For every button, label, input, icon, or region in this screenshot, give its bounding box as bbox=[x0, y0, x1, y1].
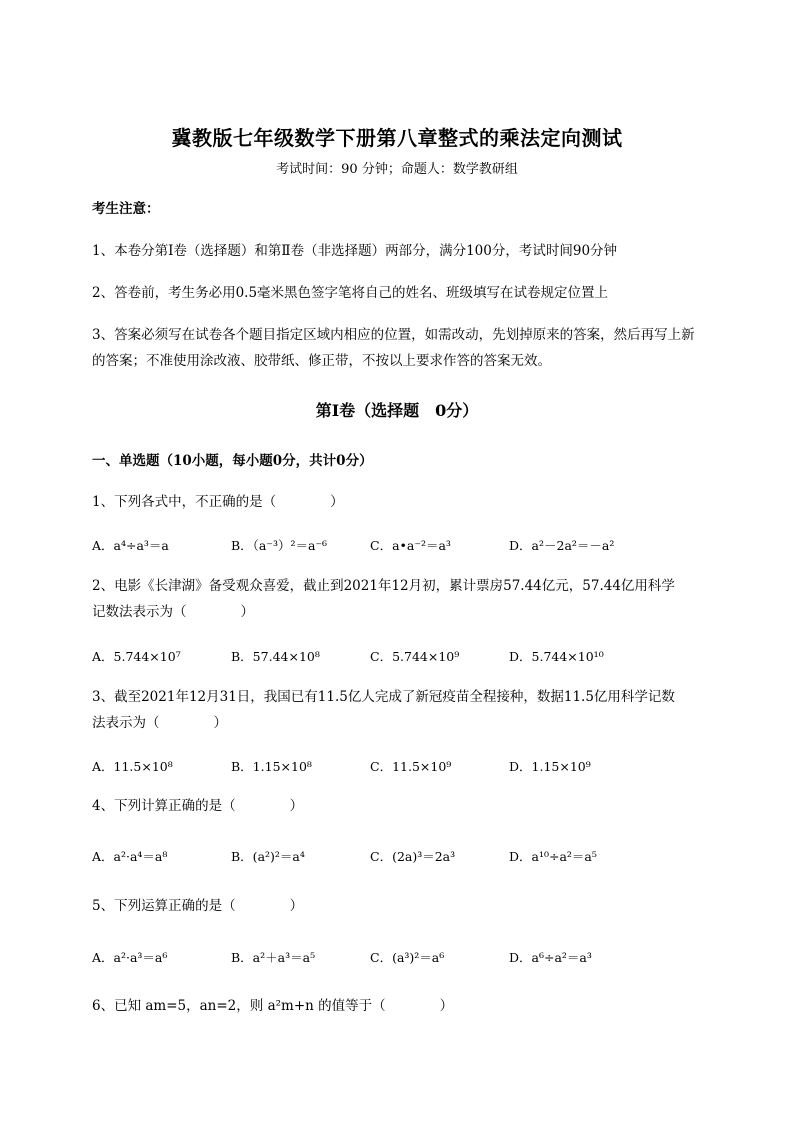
option-d: D．1.15×10⁹ bbox=[509, 759, 591, 774]
question-2-text: 记数法表示为（ bbox=[92, 604, 187, 620]
question-6-close: ） bbox=[439, 998, 454, 1014]
exam-title: 冀教版七年级数学下册第八章整式的乘法定向测试 bbox=[171, 126, 623, 150]
option-a: A．a⁴÷a³＝a bbox=[92, 538, 169, 553]
question-3-options bbox=[92, 757, 752, 779]
question-2-options bbox=[92, 647, 752, 669]
notice-item-2: 2、答卷前，考生务必用0.5毫米黑色签字笔将自己的姓名、班级填写在试卷规定位置上 bbox=[92, 285, 609, 301]
option-a: A．11.5×10⁸ bbox=[92, 759, 173, 774]
question-1-options bbox=[92, 536, 752, 558]
section-title: 第Ⅰ卷（选择题 0分） bbox=[315, 401, 479, 420]
question-2-stem: 2、电影《长津湖》备受观众喜爱，截止到2021年12月初，累计票房57.44亿元，57.44亿用科学 bbox=[92, 578, 675, 594]
question-5-text: 5、下列运算正确的是（ bbox=[92, 898, 236, 914]
question-3-stem-continued bbox=[92, 710, 752, 736]
option-a: A．a²·a⁴＝a⁸ bbox=[92, 849, 168, 864]
question-5-close: ） bbox=[289, 898, 304, 914]
question-1-close: ） bbox=[330, 494, 344, 510]
question-4-options bbox=[92, 847, 752, 869]
question-5-options bbox=[92, 948, 752, 970]
question-3-text: 法表示为（ bbox=[92, 715, 160, 731]
question-6-stem bbox=[92, 993, 752, 1019]
option-b: B．a²＋a³＝a⁵ bbox=[231, 950, 316, 965]
option-b: B．1.15×10⁸ bbox=[231, 759, 312, 774]
option-b: B．（a⁻³）²＝a⁻⁶ bbox=[231, 538, 328, 553]
option-b: B．57.44×10⁸ bbox=[231, 649, 320, 664]
option-c: C．a•a⁻²＝a³ bbox=[370, 538, 451, 553]
question-4-close: ） bbox=[289, 798, 304, 814]
option-c: C．5.744×10⁹ bbox=[370, 649, 460, 664]
part-heading: 一、单选题（10小题，每小题0分，共计0分） bbox=[92, 453, 373, 469]
question-6-text: 6、已知 am=5，an=2，则 a²m+n 的值等于（ bbox=[92, 998, 386, 1014]
notice-heading: 考生注意： bbox=[92, 201, 160, 217]
notice-item-3: 3、答案必须写在试卷各个题目指定区域内相应的位置，如需改动，先划掉原来的答案，然后再写上新 bbox=[92, 327, 695, 343]
question-3-stem: 3、截至2021年12月31日，我国已有11.5亿人完成了新冠疫苗全程接种，数据11.5亿用科学记数 bbox=[92, 689, 675, 705]
option-a: A．a²·a³＝a⁶ bbox=[92, 950, 168, 965]
question-2-stem-continued bbox=[92, 599, 752, 625]
notice-item-1: 1、本卷分第Ⅰ卷（选择题）和第Ⅱ卷（非选择题）两部分，满分100分，考试时间90分钟 bbox=[92, 243, 618, 259]
option-a: A．5.744×10⁷ bbox=[92, 649, 181, 664]
option-d: D．a¹⁰÷a²＝a⁵ bbox=[509, 849, 597, 864]
question-4-stem bbox=[92, 793, 752, 819]
option-c: C．11.5×10⁹ bbox=[370, 759, 452, 774]
question-5-stem bbox=[92, 893, 752, 919]
question-1-stem bbox=[92, 489, 752, 515]
option-c: C．(a³)²＝a⁶ bbox=[370, 950, 445, 965]
exam-subtitle: 考试时间：90 分钟；命题人：数学教研组 bbox=[276, 162, 518, 177]
option-d: D．a²－2a²＝－a² bbox=[509, 538, 615, 553]
question-2-close: ） bbox=[240, 604, 254, 620]
question-1-text: 1、下列各式中，不正确的是（ bbox=[92, 494, 277, 510]
option-d: D．5.744×10¹⁰ bbox=[509, 649, 604, 664]
notice-item-3-continued: 的答案；不准使用涂改液、胶带纸、修正带，不按以上要求作答的答案无效。 bbox=[92, 353, 551, 369]
question-4-text: 4、下列计算正确的是（ bbox=[92, 798, 236, 814]
option-b: B．(a²)²＝a⁴ bbox=[231, 849, 305, 864]
option-c: C．(2a)³＝2a³ bbox=[370, 849, 456, 864]
question-3-close: ） bbox=[213, 715, 227, 731]
option-d: D．a⁶÷a²＝a³ bbox=[509, 950, 592, 965]
